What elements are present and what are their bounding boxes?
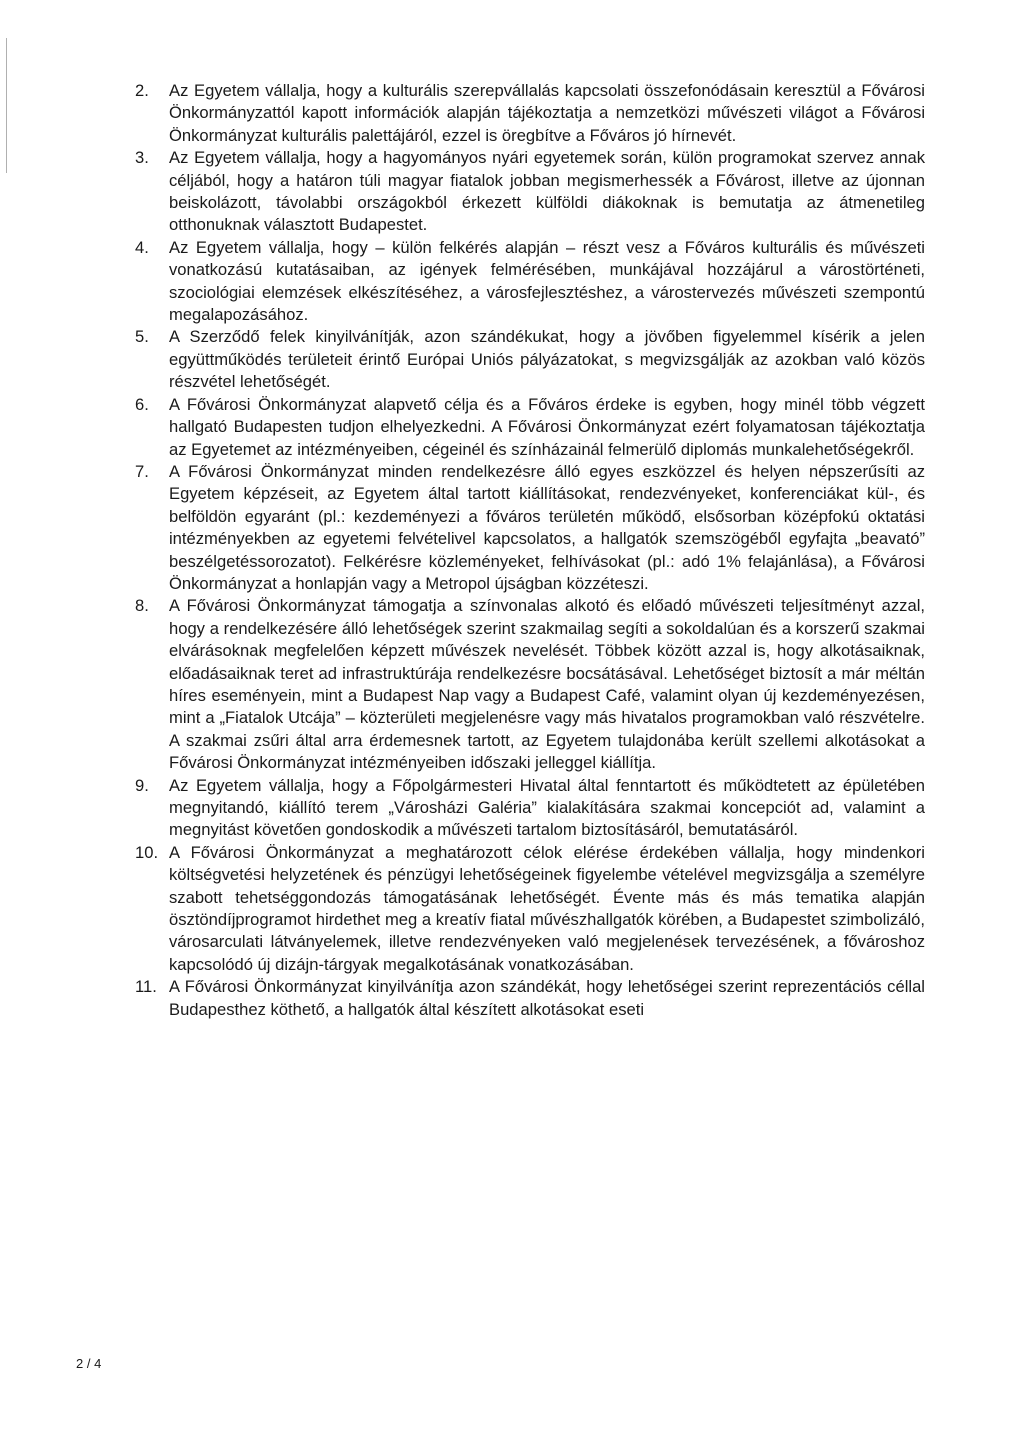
item-text: A Fővárosi Önkormányzat a meghatározott célok elérése érdekében vállalja, hogy mindenkori költségvetési helyzetének és pénzügyi lehetőségeinek figyelembe vételével megvizsgálja a személyre szabott tehetséggondozás támogatásának lehetőségét. Évente más és más tematika alapján ösztöndíjprogramot hirdethet meg a kreatív fiatal művészhallgatók körében, a Budapestet szimbolizáló, városarculati látványelemek, illetve rendezvényeken való megjelenések tervezésének, a fővároshoz kapcsolódó új dizájn-tárgyak megalkotásának vonatkozásában. [169,842,925,974]
list-item [135,842,925,976]
item-number: 3. [135,148,149,168]
list-item [135,80,925,147]
item-number: 11. [135,977,157,997]
list-item [135,976,925,1021]
item-text: A Fővárosi Önkormányzat kinyilvánítja azon szándékát, hogy lehetőségei szerint reprezentációs céllal Budapesthez köthető, a hallgatók által készített alkotásokat eseti [169,977,925,1019]
list-item [135,394,925,461]
item-text: Az Egyetem vállalja, hogy – külön felkérés alapján – részt vesz a Főváros kulturális és művészeti vonatkozású kutatásaiban, az igények felmérésében, munkájával hozzájárul a várostörténeti, szociológiai elemzések elkészítéséhez, a városfejlesztéshez, a várostervezés művészeti szempontú megalapozásához. [169,237,925,325]
item-number: 5. [135,327,149,347]
list-item [135,775,925,842]
scan-margin-line [6,38,7,173]
document-body [135,80,925,1021]
item-number: 4. [135,237,149,257]
list-item [135,147,925,237]
item-number: 9. [135,775,149,795]
item-number: 7. [135,461,149,481]
list-item [135,326,925,393]
list-item [135,461,925,595]
list-item [135,237,925,327]
item-text: A Szerződő felek kinyilvánítják, azon szándékukat, hogy a jövőben figyelemmel kísérik a jelen együttműködés területeit érintő Európai Uniós pályázatokat, s megvizsgálják az azokban való közös részvétel lehetőségét. [169,327,925,392]
item-number: 10. [135,842,159,862]
item-text: A Fővárosi Önkormányzat támogatja a színvonalas alkotó és előadó művészeti teljesítményt azzal, hogy a rendelkezésére álló lehetőségek szerint szakmailag segíti a sokoldalúan és a korszerű szakmai elvárásoknak megfelelően képzett művészek nevelését. Többek között azzal is, hogy alkotásaiknak, előadásaiknak teret ad infrastruktúrája rendelkezésre bocsátásával. Lehetőséget biztosít a már méltán híres eseményein, mint a Budapest Nap vagy a Budapest Café, valamint olyan új kezdeményezésen, mint a „Fiatalok Utcája” – közterületi megjelenésre vagy más hivatalos programokban való részvételre. A szakmai zsűri által arra érdemesnek tartott, az Egyetem tulajdonába került szellemi alkotásokat a Fővárosi Önkormányzat intézményeiben időszaki jelleggel kiállítja. [169,596,925,773]
item-text: A Fővárosi Önkormányzat alapvető célja és a Főváros érdeke is egyben, hogy minél több végzett hallgató Budapesten tudjon elhelyezkedni. A Fővárosi Önkormányzat ezért folyamatosan tájékoztatja az Egyetemet az intézményeiben, cégeinél és színházainál felmerülő diplomás munkalehetőségekről. [169,394,925,459]
item-number: 2. [135,81,149,100]
page-number: 2 / 4 [76,1356,102,1371]
item-text: Az Egyetem vállalja, hogy a hagyományos nyári egyetemek során, külön programokat szervez annak céljából, hogy a határon túli magyar fiatalok jobban megismerhessék a Fővárost, illetve az újonnan beiskolázott, távolabbi országokból érkezett külföldi diákoknak is bemutatja az átmenetileg otthonuknak választott Budapestet. [169,148,925,235]
list-item [135,595,925,774]
item-text: Az Egyetem vállalja, hogy a kulturális szerepvállalás kapcsolati összefonódásain keresztül a Fővárosi Önkormányzattól kapott információk alapján tájékoztatja a nemzetközi művészeti világot a Fővárosi Önkormányzat kulturális palettájáról, ezzel is öregbítve a Főváros jó hírnevét. [169,81,925,145]
item-text: A Fővárosi Önkormányzat minden rendelkezésre álló egyes eszközzel és helyen népszerűsíti az Egyetem képzéseit, az Egyetem által tartott kiállításokat, rendezvényeket, konferenciákat kül-, és belföldön egyaránt (pl.: kezdeményezi a főváros területén működő, elsősorban középfokú oktatási intézményekben az egyetemi felvételivel kapcsolatos, a hallgatók szemszögéből egyfajta „beavató” beszélgetéssorozatot). Felkérésre közleményeket, felhívásokat (pl.: adó 1% felajánlása), a Fővárosi Önkormányzat a honlapján vagy a Metropol újságban közzéteszi. [169,461,925,593]
item-text: Az Egyetem vállalja, hogy a Főpolgármesteri Hivatal által fenntartott és működtetett az épületében megnyitandó, kiállító terem „Városházi Galéria” kialakítására szakmai koncepciót ad, valamint a megnyitást követően gondoskodik a művészeti tartalom biztosításáról, bemutatásáról. [169,775,925,840]
item-number: 6. [135,394,149,414]
item-number: 8. [135,596,149,616]
